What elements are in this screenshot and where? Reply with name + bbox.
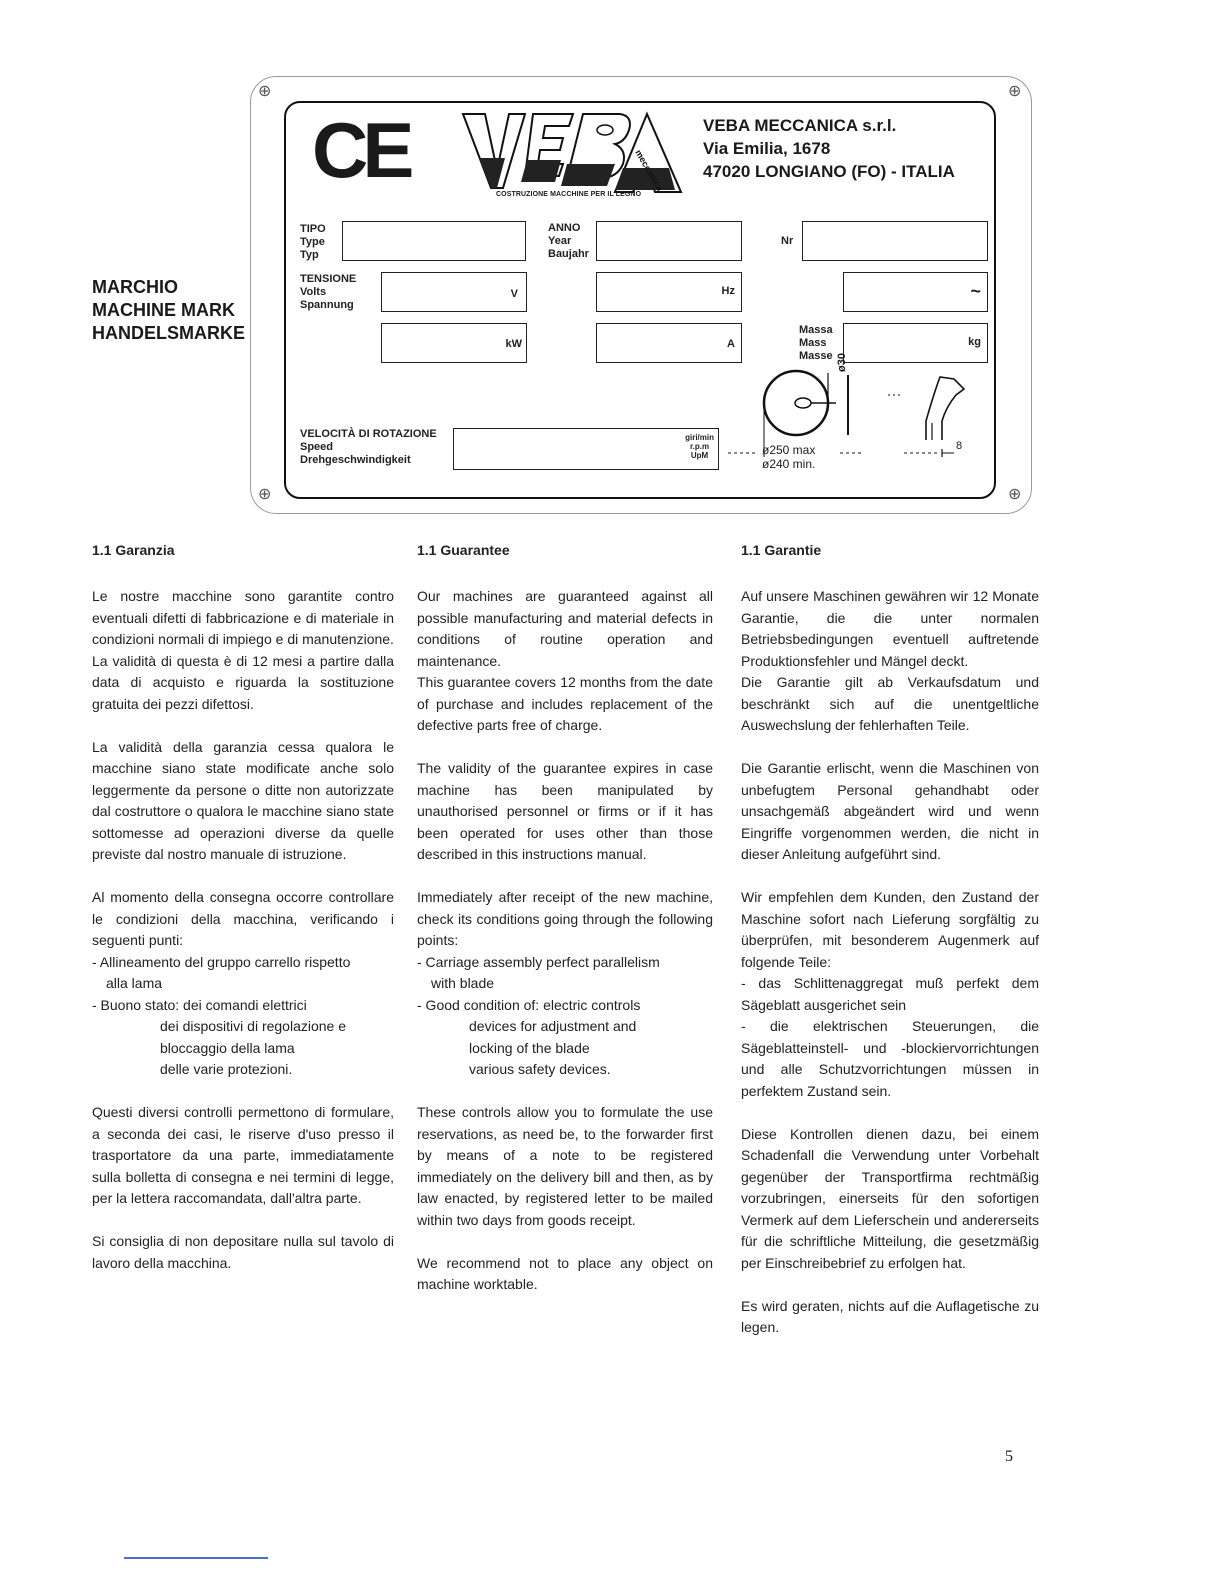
- mass-field: kg: [843, 323, 988, 363]
- list-item: - Buono stato: dei comandi elettrici: [92, 996, 307, 1013]
- blade-min-diameter: ø240 min.: [762, 457, 816, 471]
- paragraph: Al momento della consegna occorre controllare le condizioni della macchina, verificando i seguenti punti:: [92, 889, 394, 948]
- paragraph: These controls allow you to formulate the use reservations, as need be, to the forwarder first by means of a note to be registered immediately on the delivery bill and then, as by law enacted, by registered letter to be mailed within two days from goods receipt.: [417, 1104, 713, 1228]
- phase-field: [843, 272, 988, 312]
- heading-garantie: 1.1 Garantie: [741, 542, 822, 558]
- speed-units: giri/min r.p.m UpM: [685, 433, 714, 460]
- screw-hole-icon: ⊕: [258, 486, 272, 503]
- voltage-label: TENSIONE Volts Spannung: [300, 273, 357, 311]
- company-city: 47020 LONGIANO (FO) - ITALIA: [703, 162, 955, 181]
- column-italian: [92, 540, 394, 1296]
- type-field: [342, 221, 526, 261]
- column-english: [417, 540, 713, 1317]
- veba-logo: [455, 108, 685, 203]
- list-item: - Good condition of: electric controls: [417, 996, 641, 1013]
- paragraph: La validità di questa è di 12 mesi a partire dalla data di acquisto e riguarda la sostituzione gratuita dei pezzi difettosi.: [92, 652, 394, 712]
- paragraph: Auf unsere Maschinen gewähren wir 12 Monate Garantie, die die unter normalen Betriebsbedingungen eventuell auftretende Produktionsfehler und Mängel deckt.: [741, 588, 1039, 669]
- list-item: with blade: [431, 975, 495, 991]
- paragraph: Si consiglia di non depositare nulla sul tavolo di lavoro della macchina.: [92, 1233, 394, 1271]
- company-name: VEBA MECCANICA s.r.l.: [703, 116, 897, 135]
- list-item: - das Schlittenaggregat muß perfekt dem Sägeblatt ausgerichet sein: [741, 975, 1039, 1013]
- ac-symbol: ~: [970, 281, 981, 301]
- speed-label: VELOCITÀ DI ROTAZIONE Speed Drehgeschwindigkeit: [300, 428, 437, 466]
- paragraph: La validità della garanzia cessa qualora le macchine siano state modificate anche solo leggermente da persone o ditte non autorizzate dal costruttore o qualora le macchine siano state sottomesse ad operazioni diverse da quelle previste dal nostro manuale di istruzione.: [92, 738, 394, 862]
- bore-diameter: ø30: [836, 353, 848, 372]
- paragraph: Our machines are guaranteed against all possible manufacturing and material defects in conditions of routine operation and maintenance.: [417, 588, 713, 669]
- list-subitem: bloccaggio della lama: [160, 1039, 295, 1056]
- year-field: [596, 221, 742, 261]
- ce-mark: CE: [312, 106, 409, 194]
- page-number: 5: [1005, 1448, 1013, 1465]
- list-item: - Allineamento del gruppo carrello rispetto: [92, 953, 351, 970]
- screw-hole-icon: ⊕: [258, 83, 272, 100]
- speed-field: [453, 428, 719, 470]
- paragraph: Immediately after receipt of the new machine, check its conditions going through the following points:: [417, 889, 713, 948]
- svg-text:meccanica: meccanica: [633, 148, 665, 193]
- company-street: Via Emilia, 1678: [703, 139, 831, 158]
- screw-hole-icon: ⊕: [1008, 486, 1022, 503]
- paragraph: Die Garantie erlischt, wenn die Maschinen von unbefugtem Personal gehandhabt oder unsachgemäß abgeändert wird und wenn Eingriffe vorgenommen werden, die nicht in dieser Anleitung aufgeführt sind.: [741, 760, 1039, 862]
- paragraph: Diese Kontrollen dienen dazu, bei einem Schadenfall die Verwendung unter Vorbehalt gegenüber der Transportfirma rechtmäßig vorzubringen, einerseits für den sofortigen Vermerk auf dem Lieferschein und andererseits für die schriftliche Mitteilung, die gesetzmäßig per Einschreibebrief zu erfolgen hat.: [741, 1125, 1039, 1271]
- list-subitem: various safety devices.: [469, 1061, 611, 1077]
- heading-garanzia: 1.1 Garanzia: [92, 542, 175, 558]
- list-item: alla lama: [106, 975, 163, 991]
- paragraph: Questi diversi controlli permettono di formulare, a seconda dei casi, le riserve d'uso presso il trasportatore da una parte, immediatamente sulla bolletta di consegna e nei termini di legge, per la lettera raccomandata, dall'altra parte.: [92, 1104, 394, 1206]
- machine-mark-label: MARCHIO MACHINE MARK HANDELSMARKE: [92, 277, 245, 343]
- list-subitem: devices for adjustment and: [469, 1018, 637, 1034]
- paragraph: Wir empfehlen dem Kunden, den Zustand der Maschine sofort nach Lieferung sorgfältig zu überprüfen, mit besonderem Augenmerk auf folgende Teile:: [741, 889, 1039, 970]
- list-item: - Carriage assembly perfect parallelism: [417, 953, 660, 970]
- heading-guarantee: 1.1 Guarantee: [417, 542, 510, 558]
- company-address: [703, 114, 955, 183]
- frequency-field: Hz: [596, 272, 742, 312]
- paragraph: The validity of the guarantee expires in case machine has been manipulated by unauthorised personnel or firms or if it has been operated for uses other than those described in this instructions manual.: [417, 760, 713, 862]
- screw-hole-icon: ⊕: [1008, 83, 1022, 100]
- blade-max-diameter: ø250 max: [762, 443, 816, 457]
- serial-field: [802, 221, 988, 261]
- list-subitem: dei dispositivi di regolazione e: [160, 1018, 346, 1034]
- list-item: - die elektrischen Steuerungen, die Sägeblatteinstell- und -blockiervorrichtungen und alle Schutzvorrichtungen müssen in perfektem Zustand sein.: [741, 1018, 1039, 1099]
- paragraph: This guarantee covers 12 months from the date of purchase and includes replacement of the defective parts free of charge.: [417, 674, 713, 733]
- footer-rule: [124, 1557, 268, 1559]
- voltage-field: V: [381, 272, 527, 312]
- paragraph: Le nostre macchine sono garantite contro eventuali difetti di fabbricazione e di materiale in condizioni normali di impiego e di manutenzione.: [92, 588, 394, 647]
- power-field: kW: [381, 323, 527, 363]
- riving-knife-thickness: 8: [956, 440, 963, 452]
- mass-label: Massa Mass Masse: [799, 324, 833, 362]
- list-subitem: delle varie protezioni.: [160, 1061, 293, 1077]
- paragraph: Die Garantie gilt ab Verkaufsdatum und beschränkt sich auf die unentgeltliche Auswechslung der fehlerhaften Teile.: [741, 674, 1039, 733]
- type-label: TIPO Type Typ: [300, 223, 326, 261]
- serial-label: Nr: [781, 235, 794, 247]
- paragraph: We recommend not to place any object on machine worktable.: [417, 1254, 713, 1292]
- paragraph: Es wird geraten, nichts auf die Auflagetische zu legen.: [741, 1297, 1039, 1335]
- year-label: ANNO Year Baujahr: [548, 222, 589, 260]
- list-subitem: locking of the blade: [469, 1039, 590, 1056]
- column-german: [741, 540, 1039, 1360]
- logo-tagline: COSTRUZIONE MACCHINE PER IL LEGNO: [496, 191, 642, 198]
- current-field: A: [596, 323, 742, 363]
